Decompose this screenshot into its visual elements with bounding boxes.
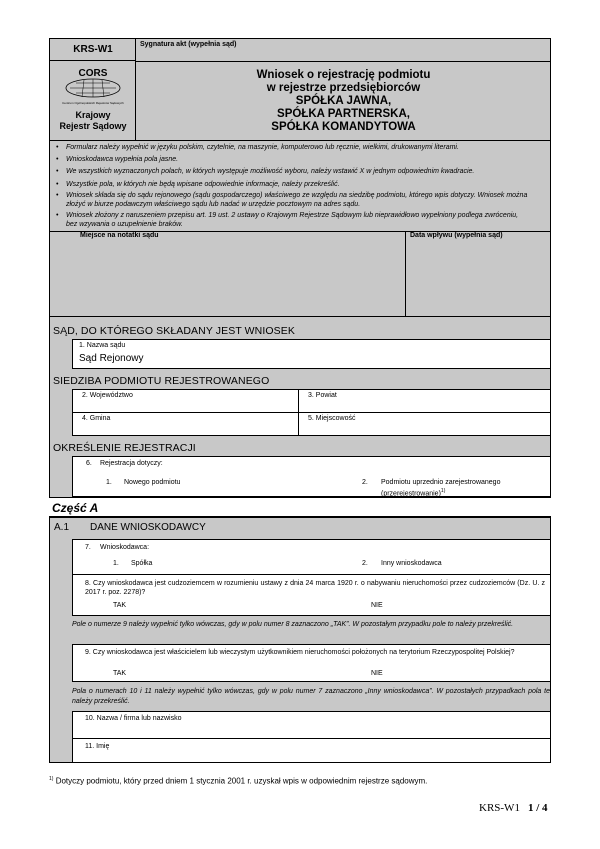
field9-no[interactable]: NIE [371,670,383,677]
court-signature-field [136,39,551,61]
footnote [49,776,427,786]
form-title [136,61,551,141]
option-new-num: 1. [106,479,112,486]
title-line4: SPÓŁKA PARTNERSKA, [277,108,410,120]
field7-label: Wnioskodawca: [100,544,150,551]
section-registration-title: OKREŚLENIE REJESTRACJI [53,442,196,454]
applicant-other-num: 2. [362,560,368,567]
registry-name-line2: Rejestr Sądowy [59,121,127,131]
locality-field[interactable] [298,412,551,436]
receipt-date-label: Data wpływu (wypełnia sąd) [410,232,503,239]
instruction-item: • Wnioskodawca wypełnia pola jasne. [66,156,546,163]
form-code-cell [50,39,136,61]
instruction-item: • Wniosek złożony z naruszeniem przepisu art. 19 ust. 2 ustawy o Krajowym Rejestrze Sądowym lub nieprawidłowo wypełniony podlega zwróceniu, bez wzywania o uzupełnienie braków. [66,212,526,229]
part-a-box [49,518,551,763]
instruction-item: • Wszystkie pola, w których nie będą wpisane odpowiednie informacje, należy przekreślić. [66,181,546,188]
property-owner-field[interactable] [72,644,551,682]
voivodeship-field[interactable] [72,389,299,413]
field6-num: 6. [86,460,92,467]
title-line3: SPÓŁKA JAWNA, [295,95,392,107]
footnote-text: Dotyczy podmiotu, który przed dniem 1 stycznia 2001 r. uzyskał wpis w odpowiednim rejestrze sądowym. [55,776,428,786]
field7-num: 7. [85,544,91,551]
applicant-type-field[interactable] [72,539,551,575]
option-new-label[interactable]: Nowego podmiotu [124,479,181,486]
receipt-date-field [405,232,551,316]
field9-text: 9. Czy wnioskodawca jest właścicielem lub wieczystym użytkownikiem nieruchomości położonych na terytorium Rzeczypospolitej Polskiej? [85,649,515,656]
section-a1-title: DANE WNIOSKODAWCY [90,522,206,533]
title-line1: Wniosek o rejestrację podmiotu [256,69,431,81]
field11-label: 11. Imię [85,743,110,750]
section-a1-num: A.1 [54,522,70,533]
name-field[interactable] [72,711,551,739]
court-signature-label: Sygnatura akt (wypełnia sąd) [140,41,237,48]
sections-box [49,317,551,498]
locality-label: 5. Miejscowość [308,415,356,422]
section-seat-title: SIEDZIBA PODMIOTU REJESTROWANEGO [53,375,270,387]
court-notes-label: Miejsce na notatki sądu [80,232,159,239]
form-code: KRS-W1 [73,44,113,55]
form-header [49,38,551,141]
cors-logo [64,66,122,100]
instruction-item: • Formularz należy wypełnić w języku polskim, czytelnie, na maszynie, komputerowo lub ręcznie, wielkimi, drukowanymi literami. [66,144,546,151]
note-field10-11: Pola o numerach 10 i 11 należy wypełnić tylko wówczas, gdy w polu numer 7 zaznaczono „Inny wnioskodawca”. W pozostałych przypadkach pola te należy przekreślić. [72,688,550,705]
option-reregistration-label-line1[interactable]: Podmiotu uprzednio zarejestrowanego [381,479,501,486]
instruction-item: • Wniosek składa się do sądu rejonowego (sądu gospodarczego) właściwego ze względu na siedzibę podmiotu, którego wpis dotyczy. Wniosek można złożyć w biurze podawczym właściwego sądu lub nadać w urzędzie pocztowym na adres sądu. [66,192,531,209]
footnote-mark: 1) [440,488,446,494]
logo-subtext: Centrum Ogólnopolskich Rejestrów Sądowych [62,101,124,105]
court-name-label: 1. Nazwa sądu [79,342,126,349]
footnote-number: 1) [49,776,54,782]
logo-cell [50,61,136,141]
field8-yes[interactable]: TAK [113,602,127,609]
logo-text: CORS [78,68,108,79]
field9-yes[interactable]: TAK [113,670,127,677]
commune-field[interactable] [72,412,299,436]
option-reregistration-label-line2 [381,488,445,497]
applicant-other-label[interactable]: Inny wnioskodawca [381,560,442,567]
court-name-value: Sąd Rejonowy [79,353,144,364]
applicant-company-num: 1. [113,560,119,567]
applicant-company-label[interactable]: Spółka [131,560,153,567]
page-number: 1 / 4 [528,802,548,814]
foreigner-question-field[interactable] [72,574,551,616]
court-notes-box [49,232,551,317]
registry-name-line1: Krajowy [75,110,111,120]
note-field9: Pole o numerze 9 należy wypełnić tylko wówczas, gdy w polu numer 8 zaznaczono „TAK”. W pozostałym przypadku pole to należy przekreślić. [72,621,514,628]
section-court-title: SĄD, DO KTÓREGO SKŁADANY JEST WNIOSEK [53,325,295,337]
field6-label: Rejestracja dotyczy: [100,460,163,467]
title-line5: SPÓŁKA KOMANDYTOWA [271,121,416,133]
field8-text: 8. Czy wnioskodawca jest cudzoziemcem w rozumieniu ustawy z dnia 24 marca 1920 r. o nabywaniu nieruchomości przez cudzoziemców (Dz. U. z 2017 r. poz. 2278)? [85,580,545,596]
registration-type-field[interactable] [72,456,551,497]
option-reregistration-label-line2-text: (przerejestrowanie) [381,490,441,498]
instructions-box [49,141,551,232]
field8-no[interactable]: NIE [371,602,383,609]
instruction-item: • We wszystkich wyznaczonych polach, w których występuje możliwość wyboru, należy wstawić X w jednym odpowiednim kwadracie. [66,168,546,175]
commune-label: 4. Gmina [82,415,111,422]
voivodeship-label: 2. Województwo [82,392,133,399]
option-reregistration-num: 2. [362,479,368,486]
court-name-field[interactable] [72,339,551,369]
field10-label: 10. Nazwa / firma lub nazwisko [85,715,182,722]
part-a-title: Część A [52,501,99,515]
title-line2: w rejestrze przedsiębiorców [266,82,421,94]
district-field[interactable] [298,389,551,413]
first-name-field[interactable] [72,738,551,763]
page-footer-code: KRS-W1 [479,802,520,814]
district-label: 3. Powiat [308,392,337,399]
